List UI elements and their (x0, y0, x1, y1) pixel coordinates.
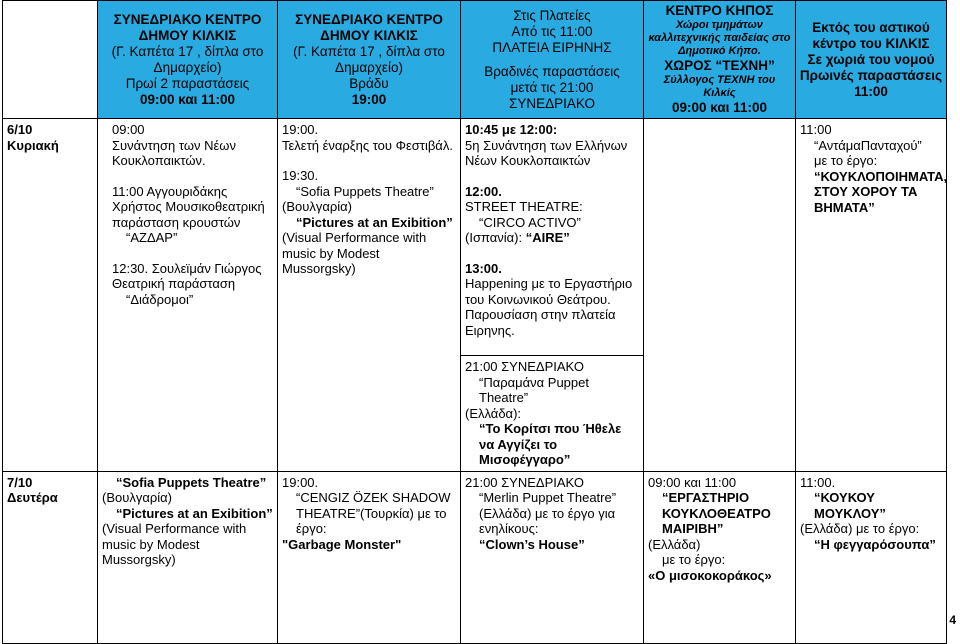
header-empty-cell (3, 1, 98, 119)
schedule-table (2, 0, 947, 644)
event-cell: 10:45 με 12:00: 5η Συνάντηση των Ελλήνων Νέων Κουκλοπαικτών 12:00. STREET THEATRE: “CIRCO ACTIVO” (Ισπανία): “AIRE” 13:00. Happening με το Εργαστήριο του Κοινωνικού Θεάτρου. Παρουσίαση στην πλατεία Ειρηνης. (461, 119, 644, 356)
day-cell: 7/10 Δευτέρα (3, 471, 98, 643)
header-squares: Στις Πλατείες Από τις 11:00 ΠΛΑΤΕΙΑ ΕΙΡΗΝΗΣ Βραδινές παραστάσεις μετά τις 21:00 ΣΥΝΕΔΡΙΑΚΟ (461, 1, 644, 119)
event-cell: 19:00. Τελετή έναρξης του Φεστιβάλ. 19:30. “Sofia Puppets Theatre” (Βουλγαρία) “Pictures at an Exibition” (Visual Performance with music by Modest Mussorgsky) (278, 119, 461, 472)
day-row-sunday (3, 119, 947, 356)
event-cell: 11:00. “ΚΟΥΚΟΥ ΜΟΥΚΛΟΥ” (Ελλάδα) με το έργο: “Η φεγγαρόσουπα” (796, 471, 947, 643)
event-cell: 19:00. “CENGIZ ÖZEK SHADOW THEATRE”(Τουρκία) με το έργο: "Garbage Monster" (278, 471, 461, 643)
header-villages: Εκτός του αστικού κέντρο του ΚΙΛΚΙΣ Σε χωριά του νομού Πρωινές παραστάσεις 11:00 (796, 1, 947, 119)
header-row (3, 1, 947, 119)
header-garden: ΚΕΝΤΡΟ ΚΗΠΟΣ Χώροι τμημάτων καλλιτεχνικής παιδείας στο Δημοτικό Κήπο. ΧΩΡΟΣ “ΤΕΧΝΗ” Σύλλογος ΤΕΧΝΗ του Κιλκίς 09:00 και 11:00 (644, 1, 796, 119)
header-venue-morning: ΣΥΝΕΔΡΙΑΚΟ ΚΕΝΤΡΟ ΔΗΜΟΥ ΚΙΛΚΙΣ (Γ. Καπέτα 17 , δίπλα στο Δημαρχείο) Πρωί 2 παραστάσεις 09:00 και 11:00 (98, 1, 278, 119)
event-cell: “Sofia Puppets Theatre” (Βουλγαρία) “Pictures at an Exibition” (Visual Performance with music by Modest Mussorgsky) (98, 471, 278, 643)
day-cell: 6/10 Κυριακή (3, 119, 98, 472)
event-cell: 21:00 ΣΥΝΕΔΡΙΑΚΟ “Merlin Puppet Theatre” (Ελλάδα) με το έργο για ενηλίκους: “Clown’s House” (461, 471, 644, 643)
event-cell: 09:00 και 11:00 “ΕΡΓΑΣΤΗΡΙΟ ΚΟΥΚΛΟΘΕΑΤΡΟ ΜΑΙΡΙΒΗ” (Ελλάδα) με το έργο: «Ο μισοκοκοράκος» (644, 471, 796, 643)
day-row-monday (3, 471, 947, 643)
event-cell (644, 119, 796, 472)
event-cell: 21:00 ΣΥΝΕΔΡΙΑΚΟ “Παραμάνα Puppet Theatre” (Ελλάδα): “Το Κορίτσι που Ήθελε να Αγγίζει το Μισοφέγγαρο” (461, 356, 644, 472)
header-venue-evening: ΣΥΝΕΔΡΙΑΚΟ ΚΕΝΤΡΟ ΔΗΜΟΥ ΚΙΛΚΙΣ (Γ. Καπέτα 17 , δίπλα στο Δημαρχείο) Βράδυ 19:00 (278, 1, 461, 119)
page-number: 4 (949, 613, 956, 627)
event-cell: 11:00 “ΑντάμαΠανταχού” με το έργο: “ΚΟΥΚΛΟΠΟΙΗΜΑΤΑ, ΣΤΟΥ ΧΟΡΟΥ ΤΑ ΒΗΜΑΤΑ” (796, 119, 947, 472)
event-cell: 09:00 Συνάντηση των Νέων Κουκλοπαικτών. 11:00 Αγγουριδάκης Χρήστος Μουσικοθεατρική παράσταση κρουστών “ΑΖΔΑΡ” 12:30. Σουλεϊμάν Γιώργος Θεατρική παράσταση “Διάδρομοι” (98, 119, 278, 472)
